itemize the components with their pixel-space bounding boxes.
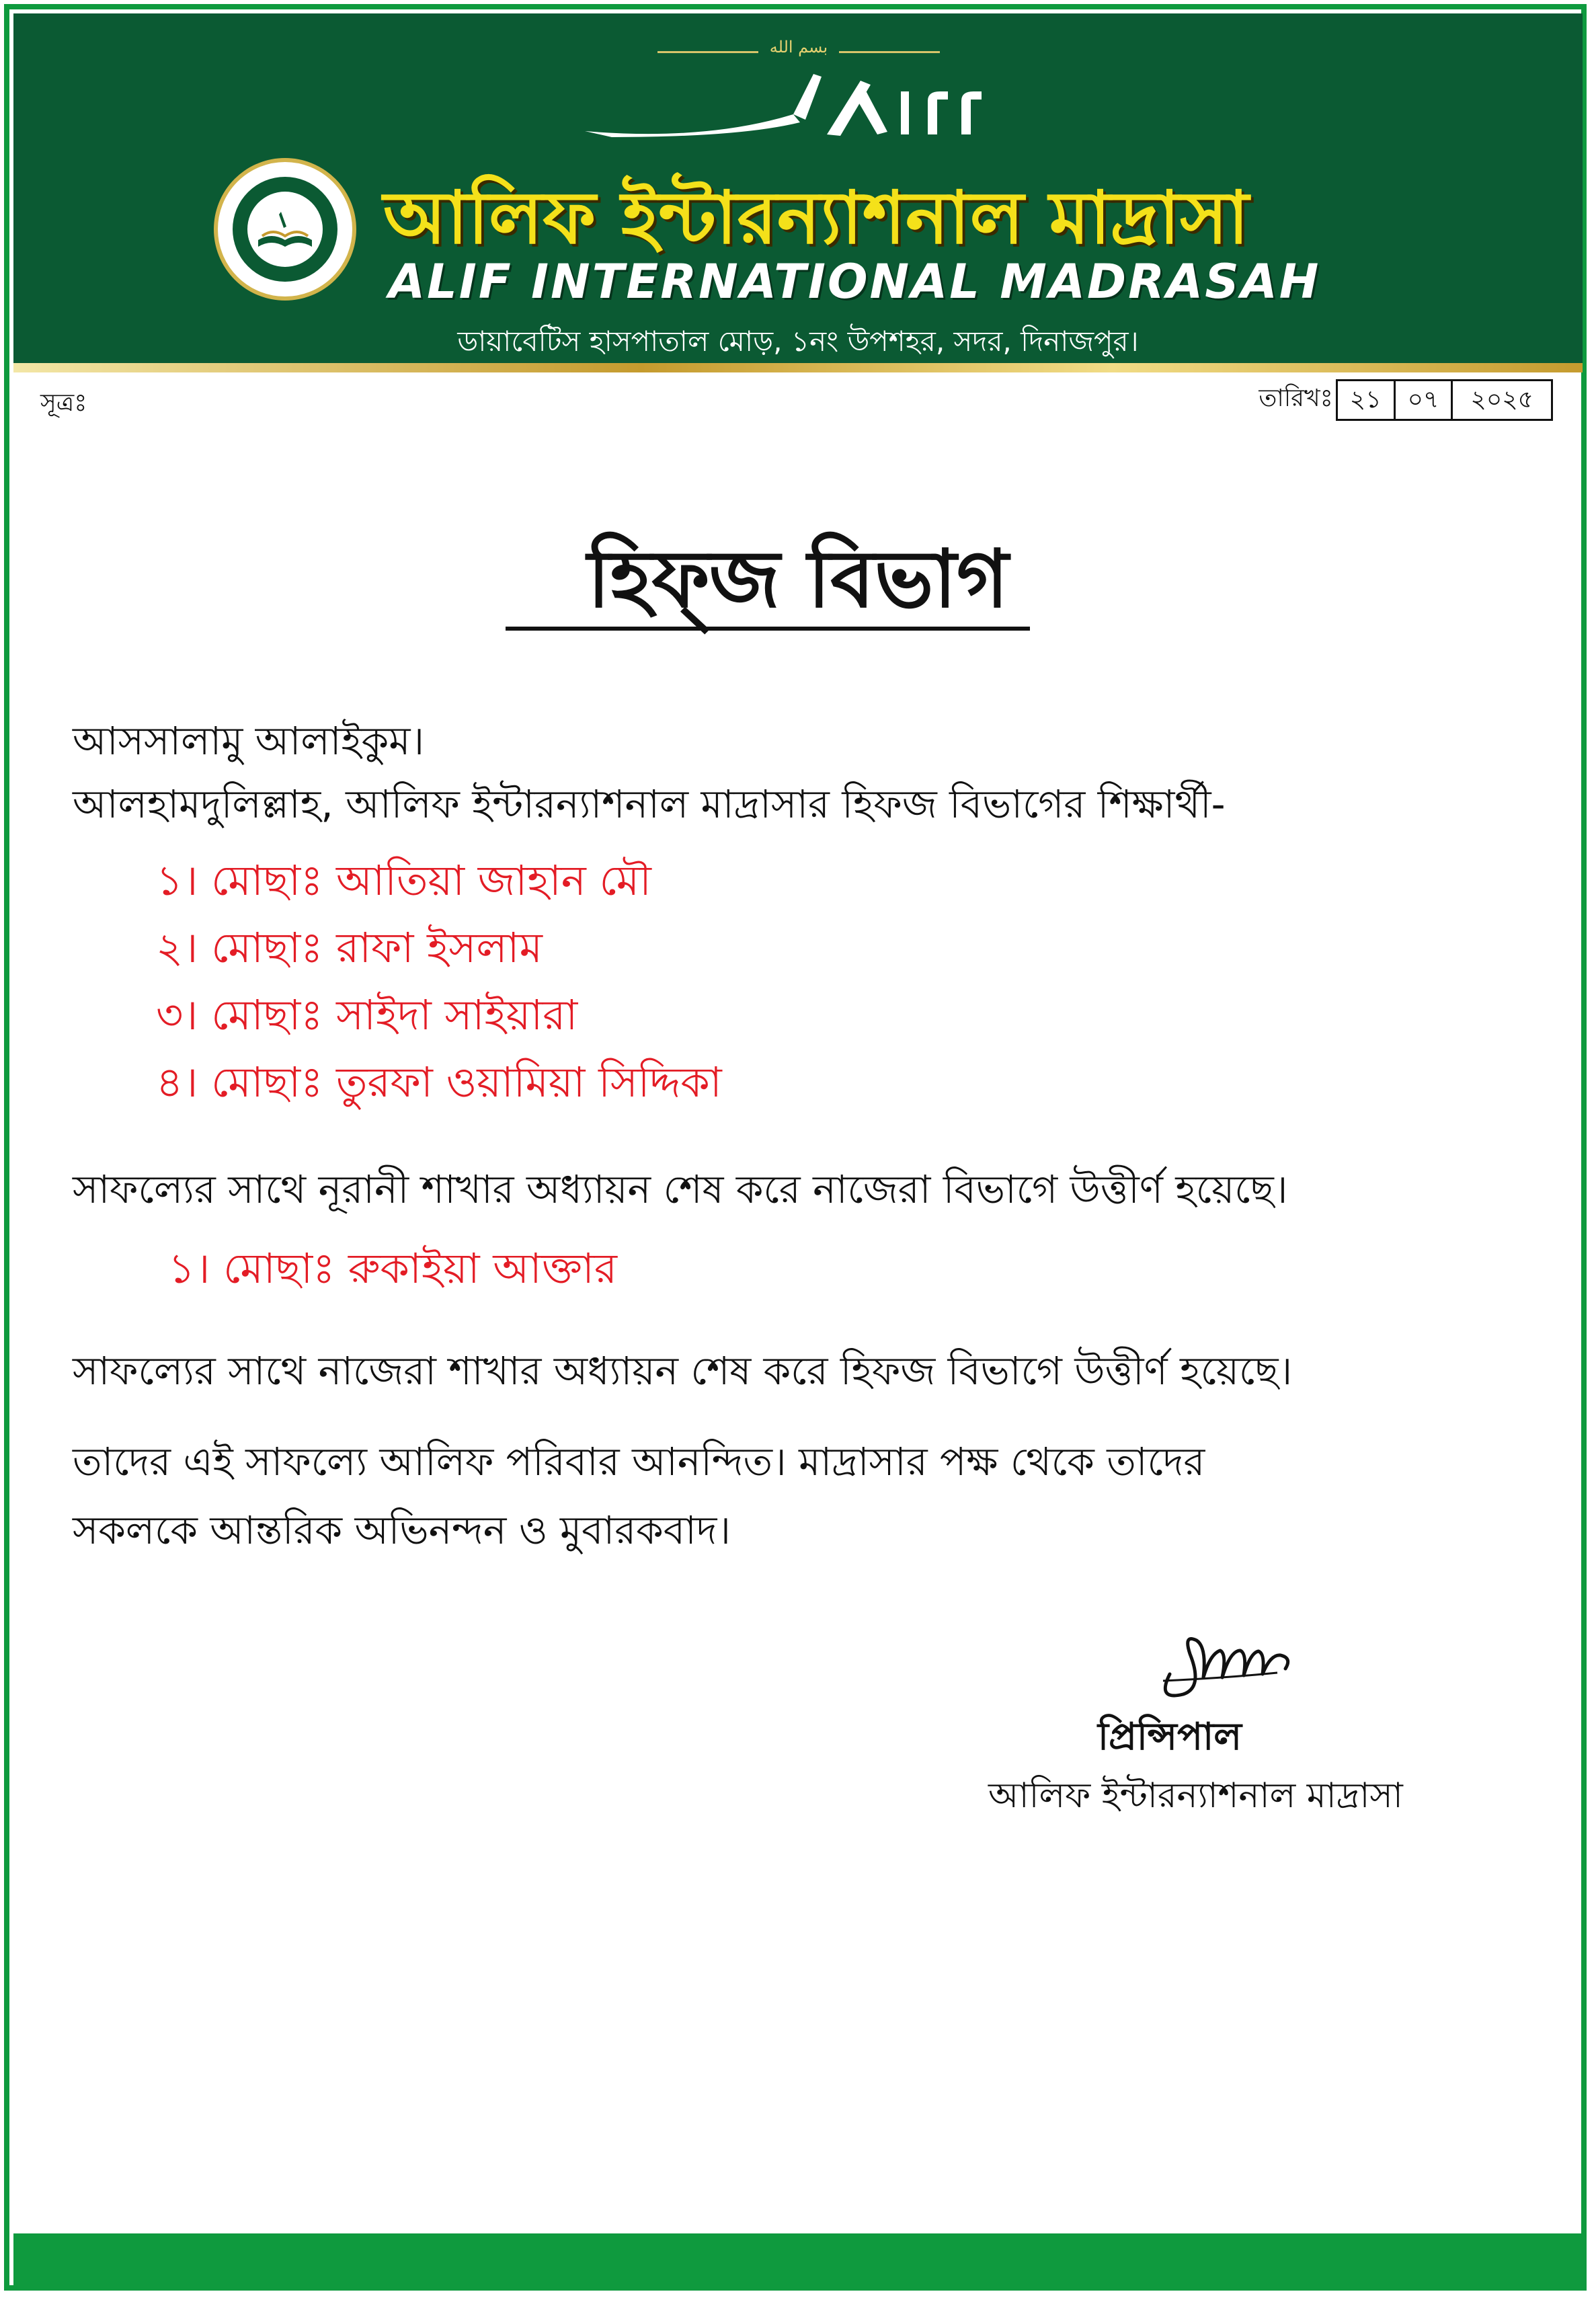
closing-line-2: সকলকে আন্তরিক অভিনন্দন ও মুবারকবাদ। xyxy=(73,1507,731,1553)
alif-calligraphy-mark-icon xyxy=(571,67,1008,148)
date-box xyxy=(1336,379,1553,421)
reference-label: সূত্রঃ xyxy=(40,389,87,417)
signatory-title: প্রিন্সিপাল xyxy=(1098,1715,1242,1759)
signatory-organization: আলিফ ইন্টারন্যাশনাল মাদ্রাসা xyxy=(988,1776,1403,1816)
greeting: আসসালামু আলাইকুম। xyxy=(73,718,425,764)
madrasah-logo-seal xyxy=(214,158,356,301)
list-item: ১। মোছাঃ আতিয়া জাহান মৌ xyxy=(156,856,651,905)
student-group2: ১। মোছাঃ রুকাইয়া আক্তার xyxy=(168,1244,617,1293)
date-label: তারিখঃ xyxy=(1259,385,1333,412)
bismillah-ornament xyxy=(657,38,940,58)
logo-seal-ring xyxy=(233,177,337,282)
footer-bar xyxy=(13,2233,1583,2287)
date-year: ২০২৫ xyxy=(1470,386,1533,413)
list-item: ৩। মোছাঃ সাইদা সাইয়ারা xyxy=(156,990,578,1039)
date-day: ২১ xyxy=(1338,381,1396,419)
student-list-group1 xyxy=(156,847,722,1116)
bismillah-text: بسم الله xyxy=(769,38,828,56)
group1-result: সাফল্যের সাথে নূরানী শাখার অধ্যায়ন শেষ করে নাজেরা বিভাগে উত্তীর্ণ হয়েছে। xyxy=(73,1166,1288,1212)
logo-seal-core xyxy=(247,192,323,267)
list-item: ৪। মোছাঃ তুরফা ওয়ামিয়া সিদ্দিকা xyxy=(156,1058,722,1107)
ornament-rule-right xyxy=(839,51,940,53)
intro-line: আলহামদুলিল্লাহ, আলিফ ইন্টারন্যাশনাল মাদ্রাসার হিফজ বিভাগের শিক্ষার্থী- xyxy=(73,781,1226,827)
madrasah-name-bangla: আলিফ ইন্টারন্যাশনাল মাদ্রাসা xyxy=(383,176,1249,260)
open-book-icon xyxy=(247,192,323,267)
department-heading: হিফ্জ বিভাগ xyxy=(587,532,1009,625)
closing-line-1: তাদের এই সাফল্যে আলিফ পরিবার আনন্দিত। মাদ্রাসার পক্ষ থেকে তাদের xyxy=(73,1439,1205,1484)
heading-underline xyxy=(506,627,1030,631)
date-month: ০৭ xyxy=(1396,381,1453,419)
madrasah-address: ডায়াবেটিস হাসপাতাল মোড়, ১নং উপশহর, সদর, দিনাজপুর। xyxy=(457,325,1139,358)
date-field xyxy=(1259,379,1553,421)
madrasah-name-english: ALIF INTERNATIONAL MADRASAH xyxy=(389,254,1321,309)
list-item: ২। মোছাঃ রাফা ইসলাম xyxy=(156,923,543,972)
principal-signature-icon xyxy=(1143,1614,1304,1708)
group2-result: সাফল্যের সাথে নাজেরা শাখার অধ্যায়ন শেষ করে হিফজ বিভাগে উত্তীর্ণ হয়েছে। xyxy=(73,1348,1293,1394)
